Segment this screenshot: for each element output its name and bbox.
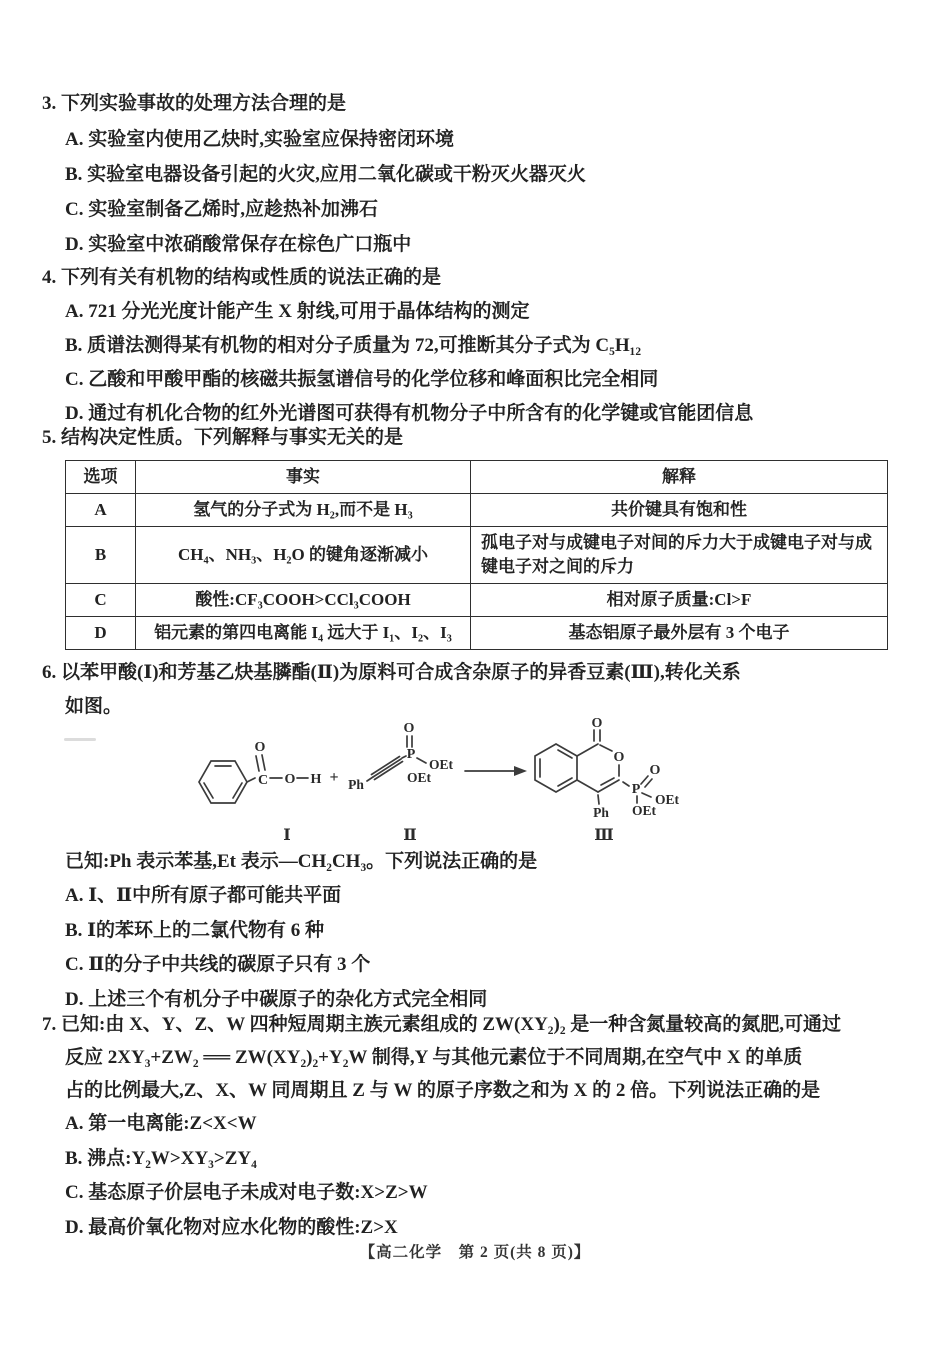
question-6-stem-line1: 6. 以苯甲酸(Ⅰ)和芳基乙炔基膦酯(Ⅱ)为原料可合成含杂原子的异香豆素(Ⅲ),转化关系	[42, 662, 741, 683]
question-4-option-d: D. 通过有机化合物的红外光谱图可获得有机物分子中所含有的化学键或官能团信息	[65, 403, 754, 424]
row-a-fact: 氢气的分子式为 H₂,而不是 H₃	[136, 494, 471, 527]
question-5	[42, 422, 912, 650]
structure-2-label: Ⅱ	[403, 827, 417, 844]
question-7-option-a: A. 第一电离能:Z<X<W	[65, 1113, 257, 1134]
question-7-stem-line3: 占的比例最大,Z、X、W 同周期且 Z 与 W 的原子序数之和为 X 的 2 倍。下列说法正确的是	[65, 1080, 821, 1101]
oxygen-label: O	[284, 772, 296, 787]
oxygen-label: O	[649, 763, 661, 778]
question-7-option-d: D. 最高价氧化物对应水化物的酸性:Z>X	[65, 1216, 398, 1238]
ethoxy-label: OEt	[654, 792, 680, 807]
question-6-option-b: B. Ⅰ的苯环上的二氯代物有 6 种	[65, 919, 325, 941]
structure-3-isocoumarin	[535, 716, 679, 820]
table-row-b	[66, 527, 888, 584]
question-5-stem: 5. 结构决定性质。下列解释与事实无关的是	[42, 427, 404, 448]
page-footer: 【高二化学 第 2 页(共 8 页)】	[359, 1244, 591, 1261]
ethoxy-label: OEt	[631, 803, 657, 818]
row-c-fact: 酸性:CF₃COOH>CCl₃COOH	[136, 584, 471, 617]
question-7-stem-line2: 反应 2XY₃+ZW₂ ══ ZW(XY₂)₂+Y₂W 制得,Y 与其他元素位于不同周期,在空气中 X 的单质	[65, 1047, 803, 1068]
reaction-arrow	[465, 766, 527, 776]
row-d-explanation: 基态铝原子最外层有 3 个电子	[471, 617, 888, 650]
table-row-d	[66, 617, 888, 650]
plus-sign: +	[329, 769, 339, 786]
table-header-fact: 事实	[136, 461, 471, 494]
question-3-option-a: A. 实验室内使用乙炔时,实验室应保持密闭环境	[65, 129, 454, 150]
ethoxy-label: OEt	[406, 770, 432, 785]
phosphorus-label: P	[406, 747, 416, 762]
row-a-option: A	[66, 494, 136, 527]
question-7-option-c: C. 基态原子价层电子未成对电子数:X>Z>W	[65, 1182, 428, 1203]
question-3	[42, 86, 912, 262]
structure-1-benzoic-acid	[199, 740, 322, 803]
table-row-a	[66, 494, 888, 527]
question-4	[42, 261, 912, 431]
table-header-option: 选项	[66, 461, 136, 494]
row-d-option: D	[66, 617, 136, 650]
question-7	[42, 1008, 912, 1245]
phenyl-label: Ph	[593, 805, 609, 820]
row-c-explanation: 相对原子质量:Cl>F	[471, 584, 888, 617]
question-6-stem-line2: 如图。	[65, 696, 123, 717]
structure-2-alkynyl-phosphonate	[348, 721, 453, 792]
phosphorus-label: P	[631, 782, 641, 797]
ring-oxygen-label: O	[613, 750, 625, 765]
structure-1-label: Ⅰ	[283, 827, 291, 844]
question-4-option-b: B. 质谱法测得某有机物的相对分子质量为 72,可推断其分子式为 C₅H₁₂	[65, 335, 642, 356]
oxygen-label: O	[403, 721, 415, 736]
row-b-fact: CH₄、NH₃、H₂O 的键角逐渐减小	[136, 527, 471, 584]
phenyl-label: Ph	[348, 777, 364, 792]
reaction-scheme	[0, 700, 950, 860]
question-6-option-c: C. Ⅱ的分子中共线的碳原子只有 3 个	[65, 954, 371, 975]
row-b-option: B	[66, 527, 136, 584]
question-4-option-c: C. 乙酸和甲酸甲酯的核磁共振氢谱信号的化学位移和峰面积比完全相同	[65, 369, 659, 390]
table-header-explanation: 解释	[471, 461, 888, 494]
oxygen-label: O	[591, 716, 603, 731]
structure-3-label: Ⅲ	[594, 827, 614, 844]
ethoxy-label: OEt	[428, 757, 454, 772]
hydrogen-label: H	[310, 772, 322, 787]
oxygen-label: O	[254, 740, 266, 755]
row-b-explanation: 孤电子对与成键电子对间的斥力大于成键电子对与成键电子对之间的斥力	[471, 527, 888, 584]
question-3-option-d: D. 实验室中浓硝酸常保存在棕色广口瓶中	[65, 234, 412, 255]
question-4-stem: 4. 下列有关有机物的结构或性质的说法正确的是	[42, 267, 442, 288]
reaction-scheme-svg	[0, 700, 950, 860]
question-6-option-d: D. 上述三个有机分子中碳原子的杂化方式完全相同	[65, 988, 488, 1010]
question-6-body	[42, 845, 912, 1017]
table-row-c	[66, 584, 888, 617]
question-6-option-a: A. Ⅰ、Ⅱ中所有原子都可能共平面	[65, 885, 342, 906]
carbon-label: C	[257, 773, 269, 788]
question-3-option-c: C. 实验室制备乙烯时,应趁热补加沸石	[65, 199, 378, 220]
question-7-stem-line1: 7. 已知:由 X、Y、Z、W 四种短周期主族元素组成的 ZW(XY₂)₂ 是一种含氮量较高的氮肥,可通过	[42, 1014, 842, 1035]
row-d-fact: 铝元素的第四电离能 I₄ 远大于 I₁、I₂、I₃	[136, 617, 471, 650]
table-header-row	[66, 461, 888, 494]
question-7-option-b: B. 沸点:Y₂W>XY₃>ZY₄	[65, 1147, 257, 1169]
row-c-option: C	[66, 584, 136, 617]
question-6-known: 已知:Ph 表示苯基,Et 表示—CH₂CH₃。下列说法正确的是	[65, 851, 538, 872]
row-a-explanation: 共价键具有饱和性	[471, 494, 888, 527]
question-3-option-b: B. 实验室电器设备引起的火灾,应用二氧化碳或干粉灭火器灭火	[65, 164, 586, 185]
question-5-table	[65, 460, 888, 650]
question-4-option-a: A. 721 分光光度计能产生 X 射线,可用于晶体结构的测定	[65, 301, 530, 322]
question-3-stem: 3. 下列实验事故的处理方法合理的是	[42, 93, 347, 114]
